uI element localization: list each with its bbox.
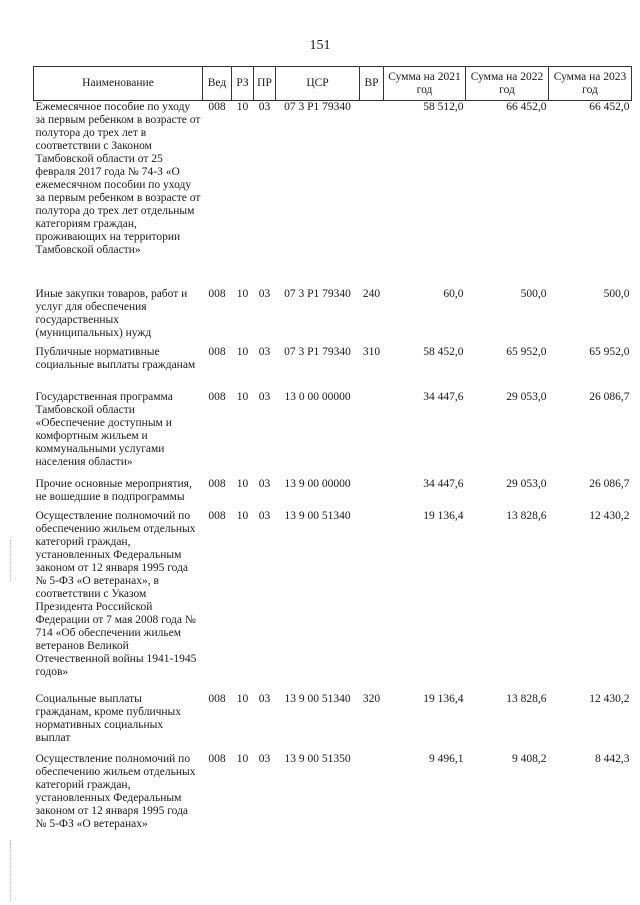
cell-sum-2023: 66 452,0 — [589, 101, 630, 113]
budget-table — [33, 66, 632, 848]
table-row — [34, 101, 632, 288]
cell-rz: 10 — [236, 101, 249, 113]
cell-sum-2023: 26 086,7 — [589, 477, 630, 490]
cell-ved: 008 — [208, 101, 226, 113]
cell-vr — [360, 478, 384, 510]
cell-sum-2022: 66 452,0 — [506, 101, 547, 113]
cell-pr: 03 — [258, 287, 271, 300]
cell-rz: 10 — [236, 390, 249, 403]
table-row — [34, 753, 632, 848]
cell-sum-2021: 19 136,4 — [423, 692, 464, 705]
cell-sum-2022: 29 053,0 — [506, 390, 547, 403]
cell-sum-2022: 13 828,6 — [506, 509, 547, 522]
col-header-sum-2022: Сумма на 2022 год — [466, 67, 549, 101]
cell-rz: 10 — [236, 477, 249, 490]
cell-rz: 10 — [236, 287, 249, 300]
cell-vr — [360, 753, 384, 848]
col-header-sum-2023: Сумма на 2023 год — [549, 67, 632, 101]
header-row — [34, 67, 632, 101]
table-row — [34, 346, 632, 391]
col-header-vr: ВР — [360, 67, 384, 101]
cell-csr: 07 3 P1 79340 — [284, 287, 351, 300]
cell-sum-2021: 9 496,1 — [429, 752, 464, 765]
cell-csr: 13 9 00 51340 — [284, 509, 351, 522]
cell-ved: 008 — [208, 692, 226, 705]
cell-sum-2023: 26 086,7 — [589, 390, 630, 403]
cell-ved: 008 — [208, 390, 226, 403]
cell-csr: 07 3 P1 79340 — [284, 345, 351, 358]
cell-pr: 03 — [258, 390, 271, 403]
cell-name: Социальные выплаты гражданам, кроме публичных нормативных социальных выплат — [35, 692, 182, 744]
page-number: 151 — [309, 38, 331, 53]
cell-csr: 13 9 00 00000 — [284, 477, 351, 490]
cell-ved: 008 — [208, 752, 226, 765]
margin-mark — [10, 540, 12, 580]
table-row — [34, 478, 632, 510]
cell-sum-2023: 12 430,2 — [589, 509, 630, 522]
cell-sum-2021: 34 447,6 — [423, 477, 464, 490]
table-row — [34, 288, 632, 346]
cell-vr — [360, 101, 384, 288]
cell-name: Иные закупки товаров, работ и услуг для обеспечения государственных (муниципальных) нужд — [35, 287, 188, 339]
cell-rz: 10 — [236, 345, 249, 358]
cell-ved: 008 — [208, 345, 226, 358]
cell-sum-2023: 8 442,3 — [595, 752, 630, 765]
cell-pr: 03 — [258, 101, 271, 113]
cell-sum-2021: 34 447,6 — [423, 390, 464, 403]
cell-sum-2022: 29 053,0 — [506, 477, 547, 490]
cell-sum-2021: 58 512,0 — [423, 101, 464, 113]
table-row — [34, 510, 632, 693]
col-header-name: Наименование — [34, 67, 203, 101]
cell-vr: 320 — [362, 692, 381, 705]
cell-pr: 03 — [258, 509, 271, 522]
cell-vr — [360, 510, 384, 693]
cell-rz: 10 — [236, 692, 249, 705]
cell-name: Прочие основные мероприятия, не вошедшие в подпрограммы — [35, 477, 192, 503]
cell-rz: 10 — [236, 752, 249, 765]
cell-sum-2021: 60,0 — [443, 287, 464, 300]
cell-vr: 240 — [362, 287, 381, 300]
cell-pr: 03 — [258, 477, 271, 490]
cell-ved: 008 — [208, 477, 226, 490]
cell-sum-2022: 500,0 — [520, 287, 547, 300]
col-header-sum-2021: Сумма на 2021 год — [384, 67, 466, 101]
col-header-pr: ПР — [254, 67, 276, 101]
cell-sum-2023: 12 430,2 — [589, 692, 630, 705]
table-row — [34, 391, 632, 478]
cell-sum-2023: 65 952,0 — [589, 345, 630, 358]
table-row — [34, 693, 632, 753]
cell-vr: 310 — [362, 345, 381, 358]
cell-sum-2022: 13 828,6 — [506, 692, 547, 705]
col-header-csr: ЦСР — [276, 67, 360, 101]
cell-ved: 008 — [208, 509, 226, 522]
cell-sum-2021: 19 136,4 — [423, 509, 464, 522]
cell-name: Публичные нормативные социальные выплаты гражданам — [35, 345, 196, 371]
cell-sum-2021: 58 452,0 — [423, 345, 464, 358]
cell-name: Осуществление полномочий по обеспечению жильем отдельных категорий граждан, установленных Федеральным законом от 12 января 1995 года № 5-ФЗ «О ветеранах», в соответствии с Указом Президента Российской Федерации от 7 мая 2008 года № 714 «Об обеспечении жильем ветеранов Великой Отечественной войны 1941-1945 годов» — [35, 509, 197, 678]
cell-sum-2023: 500,0 — [603, 287, 630, 300]
cell-csr: 13 0 00 00000 — [284, 390, 351, 403]
cell-csr: 13 9 00 51340 — [284, 692, 351, 705]
cell-vr — [360, 391, 384, 478]
cell-sum-2022: 65 952,0 — [506, 345, 547, 358]
cell-csr: 07 3 P1 79340 — [284, 101, 351, 113]
col-header-ved: Вед — [203, 67, 232, 101]
cell-rz: 10 — [236, 509, 249, 522]
cell-ved: 008 — [208, 287, 226, 300]
cell-name: Осуществление полномочий по обеспечению жильем отдельных категорий граждан, установленных Федеральным законом от 12 января 1995 года № 5-ФЗ «О ветеранах» — [35, 752, 196, 830]
cell-name: Государственная программа Тамбовской области «Обеспечение доступным и комфортным жильем и коммунальными услугами населения области» — [35, 390, 173, 468]
col-header-rz: РЗ — [232, 67, 254, 101]
cell-sum-2022: 9 408,2 — [512, 752, 547, 765]
cell-pr: 03 — [258, 345, 271, 358]
cell-pr: 03 — [258, 752, 271, 765]
cell-pr: 03 — [258, 692, 271, 705]
cell-csr: 13 9 00 51350 — [284, 752, 351, 765]
margin-mark — [10, 840, 12, 900]
cell-name: Ежемесячное пособие по уходу за первым ребенком в возрасте от полутора до трех лет в соответствии с Законом Тамбовской области от 25 февраля 2017 года № 74-З «О ежемесячном пособии по уходу за первым ребенком в возрасте от полутора до трех лет отдельным категориям граждан, проживающих на территории Тамбовской области» — [35, 101, 201, 256]
